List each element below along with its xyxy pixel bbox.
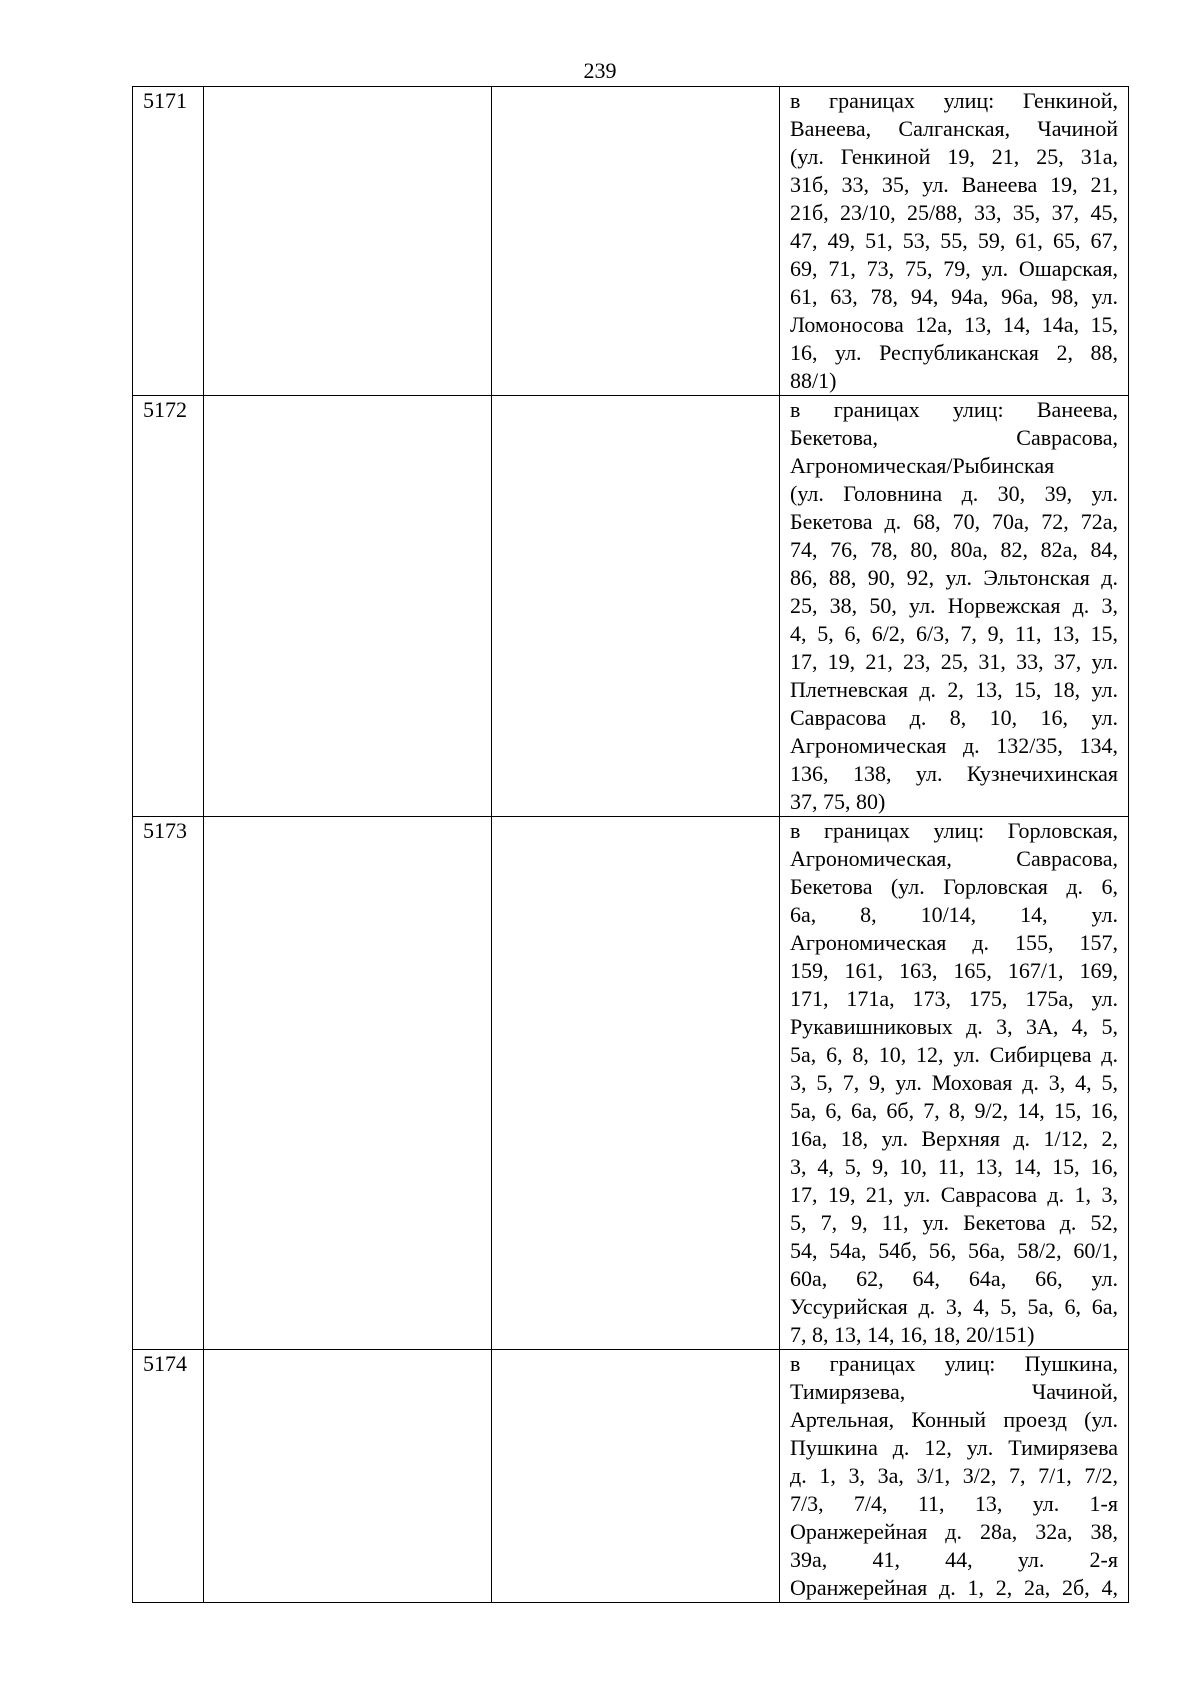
address-line: 60а, 62, 64, 64а, 66, ул.	[790, 1266, 1118, 1291]
table-row	[133, 396, 1129, 817]
address-line: Агрономическая д. 155, 157,	[790, 930, 1118, 955]
address-line: 69, 71, 73, 75, 79, ул. Ошарская,	[790, 256, 1118, 281]
address-line: 7/3, 7/4, 11, 13, ул. 1-я	[790, 1491, 1118, 1516]
empty-cell-col2	[204, 1350, 492, 1603]
address-line: 47, 49, 51, 53, 55, 59, 61, 65, 67,	[790, 228, 1118, 253]
address-line: 5а, 6, 8, 10, 12, ул. Сибирцева д.	[790, 1042, 1118, 1067]
address-line: в границах улиц: Ванеева,	[790, 397, 1118, 422]
table-row	[133, 87, 1129, 396]
table-row	[133, 817, 1129, 1350]
address-line: Оранжерейная д. 1, 2, 2а, 2б, 4,	[790, 1575, 1118, 1600]
address-line: Бекетова, Саврасова,	[790, 425, 1118, 450]
address-line: 86, 88, 90, 92, ул. Эльтонская д.	[790, 565, 1118, 590]
address-line: Агрономическая д. 132/35, 134,	[790, 733, 1118, 758]
address-line: 25, 38, 50, ул. Норвежская д. 3,	[790, 593, 1118, 618]
address-cell	[780, 396, 1129, 817]
address-line: 3, 5, 7, 9, ул. Моховая д. 3, 4, 5,	[790, 1070, 1118, 1095]
empty-cell-col3	[492, 817, 780, 1350]
empty-cell-col3	[492, 396, 780, 817]
address-line: Уссурийская д. 3, 4, 5, 5а, 6, 6а,	[790, 1294, 1118, 1319]
registry-table	[132, 86, 1129, 1603]
address-line: 5, 7, 9, 11, ул. Бекетова д. 52,	[790, 1210, 1118, 1235]
address-line: 31б, 33, 35, ул. Ванеева 19, 21,	[790, 172, 1118, 197]
address-line: 61, 63, 78, 94, 94а, 96а, 98, ул.	[790, 284, 1118, 309]
address-line: Бекетова (ул. Горловская д. 6,	[790, 874, 1118, 899]
row-number: 5171	[133, 87, 204, 396]
address-line: 171, 171а, 173, 175, 175а, ул.	[790, 986, 1118, 1011]
address-line: 7, 8, 13, 14, 16, 18, 20/151)	[790, 1322, 1035, 1347]
address-line: 88/1)	[790, 368, 837, 393]
row-number: 5172	[133, 396, 204, 817]
address-line: Агрономическая/Рыбинская	[790, 453, 1055, 478]
address-line: 3, 4, 5, 9, 10, 11, 13, 14, 15, 16,	[790, 1154, 1118, 1179]
address-line: Артельная, Конный проезд (ул.	[790, 1407, 1118, 1432]
address-line: 16а, 18, ул. Верхняя д. 1/12, 2,	[790, 1126, 1118, 1151]
address-line: Оранжерейная д. 28а, 32а, 38,	[790, 1519, 1118, 1544]
address-line: 16, ул. Республиканская 2, 88,	[790, 340, 1118, 365]
address-cell	[780, 1350, 1129, 1603]
address-line: Пушкина д. 12, ул. Тимирязева	[790, 1435, 1118, 1460]
address-line: Ломоносова 12а, 13, 14, 14а, 15,	[790, 312, 1118, 337]
address-line: 21б, 23/10, 25/88, 33, 35, 37, 45,	[790, 200, 1118, 225]
address-line: д. 1, 3, 3а, 3/1, 3/2, 7, 7/1, 7/2,	[790, 1463, 1118, 1488]
table-row	[133, 1350, 1129, 1603]
address-line: 136, 138, ул. Кузнечихинская	[790, 761, 1118, 786]
address-line: 74, 76, 78, 80, 80а, 82, 82а, 84,	[790, 537, 1118, 562]
address-line: Саврасова д. 8, 10, 16, ул.	[790, 705, 1118, 730]
address-line: 5а, 6, 6а, 6б, 7, 8, 9/2, 14, 15, 16,	[790, 1098, 1118, 1123]
address-line: 54, 54а, 54б, 56, 56а, 58/2, 60/1,	[790, 1238, 1118, 1263]
address-line: Бекетова д. 68, 70, 70а, 72, 72а,	[790, 509, 1118, 534]
address-cell	[780, 87, 1129, 396]
address-line: Ванеева, Салганская, Чачиной	[790, 116, 1118, 141]
empty-cell-col3	[492, 87, 780, 396]
address-line: 159, 161, 163, 165, 167/1, 169,	[790, 958, 1118, 983]
empty-cell-col2	[204, 87, 492, 396]
address-line: Агрономическая, Саврасова,	[790, 846, 1118, 871]
address-line: (ул. Генкиной 19, 21, 25, 31а,	[790, 144, 1118, 169]
address-line: в границах улиц: Пушкина,	[790, 1351, 1118, 1376]
address-line: (ул. Головнина д. 30, 39, ул.	[790, 481, 1118, 506]
address-line: в границах улиц: Генкиной,	[790, 88, 1118, 113]
address-line: 6а, 8, 10/14, 14, ул.	[790, 902, 1118, 927]
address-line: 17, 19, 21, ул. Саврасова д. 1, 3,	[790, 1182, 1118, 1207]
address-line: Рукавишниковых д. 3, 3А, 4, 5,	[790, 1014, 1118, 1039]
address-line: 37, 75, 80)	[790, 789, 886, 814]
page-number: 239	[583, 58, 617, 83]
address-cell	[780, 817, 1129, 1350]
row-number: 5173	[133, 817, 204, 1350]
registry-table-body	[133, 87, 1129, 1603]
empty-cell-col2	[204, 817, 492, 1350]
address-line: 4, 5, 6, 6/2, 6/3, 7, 9, 11, 13, 15,	[790, 621, 1118, 646]
empty-cell-col3	[492, 1350, 780, 1603]
address-line: 17, 19, 21, 23, 25, 31, 33, 37, ул.	[790, 649, 1118, 674]
row-number: 5174	[133, 1350, 204, 1603]
empty-cell-col2	[204, 396, 492, 817]
address-line: Тимирязева, Чачиной,	[790, 1379, 1118, 1404]
address-line: Плетневская д. 2, 13, 15, 18, ул.	[790, 677, 1118, 702]
address-line: в границах улиц: Горловская,	[790, 818, 1118, 843]
address-line: 39а, 41, 44, ул. 2-я	[790, 1547, 1118, 1572]
